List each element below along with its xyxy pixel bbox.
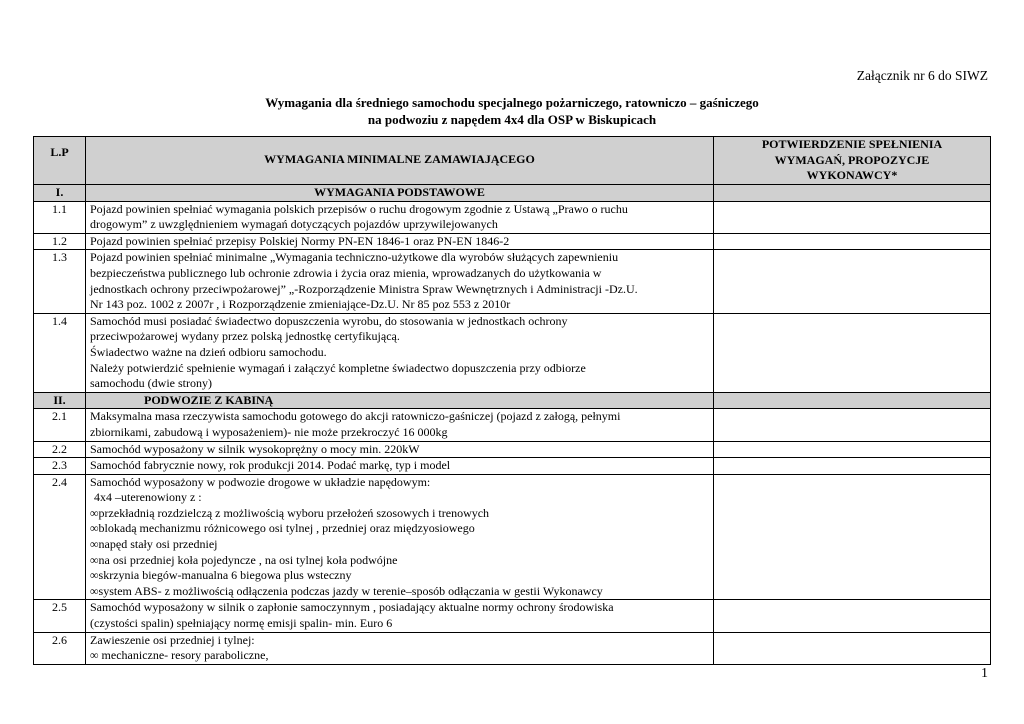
table-row xyxy=(34,441,991,458)
page-number: 1 xyxy=(981,666,988,681)
table-row xyxy=(34,313,991,392)
document-title-line1: Wymagania dla średniego samochodu specjalnego pożarniczego, ratowniczo – gaśniczego xyxy=(265,95,759,110)
table-row xyxy=(34,600,991,632)
row-number: 2.6 xyxy=(34,632,86,664)
row-requirement xyxy=(86,458,714,475)
requirement-line: Samochód wyposażony w silnik o zapłonie samoczynnym , posiadający aktualne normy ochrony środowiska xyxy=(90,600,614,615)
requirement-line: Pojazd powinien spełniać minimalne „Wymagania techniczno-użytkowe dla wyrobów służących zapewnieniu xyxy=(90,250,619,265)
row-confirmation-cell[interactable] xyxy=(714,250,991,313)
requirement-line: bezpieczeństwa publicznego lub ochronie zdrowia i życia oraz mienia, wprowadzanych do użytkowania w xyxy=(90,265,602,280)
row-number: 2.4 xyxy=(34,474,86,600)
section-row xyxy=(34,185,991,202)
row-requirement xyxy=(86,409,714,441)
row-requirement xyxy=(86,474,714,600)
requirement-line: Samochód fabrycznie nowy, rok produkcji 2014. Podać markę, typ i model xyxy=(90,458,451,473)
row-confirmation-cell[interactable] xyxy=(714,441,991,458)
requirement-line: ∞przekładnią rozdzielczą z możliwością wyboru przełożeń szosowych i trenowych xyxy=(90,505,490,520)
table-row xyxy=(34,233,991,250)
requirement-line: Samochód wyposażony w podwozie drogowe w układzie napędowym: xyxy=(90,474,431,489)
requirement-line: samochodu (dwie strony) xyxy=(90,376,212,391)
row-number: 1.3 xyxy=(34,250,86,313)
requirement-line: Świadectwo ważne na dzień odbioru samochodu. xyxy=(90,344,327,359)
section-title: PODWOZIE Z KABINĄ xyxy=(86,392,714,409)
row-confirmation-cell[interactable] xyxy=(714,409,991,441)
requirement-line: ∞skrzynia biegów-manualna 6 biegowa plus wsteczny xyxy=(90,568,352,583)
header-confirmation: POTWIERDZENIE SPEŁNIENIA WYMAGAŃ, PROPOZYCJE WYKONAWCY* xyxy=(714,137,991,185)
requirement-line: Samochód musi posiadać świadectwo dopuszczenia wyrobu, do stosowania w jednostkach ochrony xyxy=(90,313,568,328)
row-confirmation-cell[interactable] xyxy=(714,201,991,233)
requirement-line: przeciwpożarowej wydany przez polską jednostkę certyfikującą. xyxy=(90,329,400,344)
table-header-row xyxy=(34,137,991,185)
requirement-line: ∞system ABS- z możliwością odłączenia podczas jazdy w terenie–sposób odłączania w gestii Wykonawcy xyxy=(90,583,603,598)
requirement-line: jednostkach ochrony przeciwpożarowej” „-Rozporządzenie Ministra Spraw Wewnętrznych i Administracji -Dz.U. xyxy=(90,281,638,296)
row-requirement xyxy=(86,233,714,250)
document-title-line2: na podwoziu z napędem 4x4 dla OSP w Biskupicach xyxy=(367,112,657,127)
row-requirement xyxy=(86,313,714,392)
row-requirement xyxy=(86,201,714,233)
table-row xyxy=(34,250,991,313)
row-number: 2.5 xyxy=(34,600,86,632)
requirement-line: Pojazd powinien spełniać wymagania polskich przepisów o ruchu drogowym zgodnie z Ustawą „Prawo o ruchu xyxy=(90,201,628,216)
requirement-line: drogowym” z uwzględnieniem wymagań dotyczących pojazdów uprzywilejowanych xyxy=(90,217,498,232)
row-confirmation-cell[interactable] xyxy=(714,632,991,664)
requirement-line: Należy potwierdzić spełnienie wymagań i załączyć kompletne świadectwo dopuszczenia przy odbiorze xyxy=(90,360,586,375)
row-confirmation-cell[interactable] xyxy=(714,233,991,250)
header-lp: L.P xyxy=(34,137,86,185)
requirement-line: ∞napęd stały osi przedniej xyxy=(90,537,218,552)
header-requirements: WYMAGANIA MINIMALNE ZAMAWIAJĄCEGO xyxy=(86,137,714,185)
row-confirmation-cell[interactable] xyxy=(714,458,991,475)
section-number: I. xyxy=(34,185,86,202)
row-number: 1.4 xyxy=(34,313,86,392)
requirement-line: Zawieszenie osi przedniej i tylnej: xyxy=(90,632,255,647)
row-number: 2.2 xyxy=(34,441,86,458)
section-title: WYMAGANIA PODSTAWOWE xyxy=(86,185,714,202)
table-row xyxy=(34,458,991,475)
requirement-line: Samochód wyposażony w silnik wysokoprężny o mocy min. 220kW xyxy=(90,441,420,456)
requirements-table xyxy=(33,136,991,665)
row-confirmation-cell[interactable] xyxy=(714,313,991,392)
requirement-line: ∞blokadą mechanizmu różnicowego osi tylnej , przedniej oraz międzyosiowego xyxy=(90,521,475,536)
row-confirmation-cell[interactable] xyxy=(714,600,991,632)
row-requirement xyxy=(86,441,714,458)
row-number: 1.1 xyxy=(34,201,86,233)
row-requirement xyxy=(86,600,714,632)
requirement-line: 4x4 –uterenowiony z : xyxy=(94,490,202,505)
requirement-line: (czystości spalin) spełniający normę emisji spalin- min. Euro 6 xyxy=(90,616,393,631)
row-requirement xyxy=(86,250,714,313)
requirement-line: ∞na osi przedniej koła pojedyncze , na osi tylnej koła podwójne xyxy=(90,552,398,567)
row-confirmation-cell[interactable] xyxy=(714,474,991,600)
requirement-line: ∞ mechaniczne- resory paraboliczne, xyxy=(90,648,269,663)
table-row xyxy=(34,632,991,664)
requirement-line: Nr 143 poz. 1002 z 2007r , i Rozporządzenie zmieniające-Dz.U. Nr 85 poz 553 z 2010r xyxy=(90,297,511,312)
requirement-line: Pojazd powinien spełniać przepisy Polskiej Normy PN-EN 1846-1 oraz PN-EN 1846-2 xyxy=(90,233,510,248)
section-row xyxy=(34,392,991,409)
attachment-label: Załącznik nr 6 do SIWZ xyxy=(856,68,988,83)
section-number: II. xyxy=(34,392,86,409)
row-number: 1.2 xyxy=(34,233,86,250)
table-row xyxy=(34,201,991,233)
section-confirmation-cell xyxy=(714,185,991,202)
row-number: 2.1 xyxy=(34,409,86,441)
row-requirement xyxy=(86,632,714,664)
requirement-line: Maksymalna masa rzeczywista samochodu gotowego do akcji ratowniczo-gaśniczej (pojazd z załogą, pełnymi xyxy=(90,409,621,424)
table-row xyxy=(34,409,991,441)
requirement-line: zbiornikami, zabudową i wyposażeniem)- nie może przekroczyć 16 000kg xyxy=(90,424,448,439)
table-row xyxy=(34,474,991,600)
section-confirmation-cell xyxy=(714,392,991,409)
row-number: 2.3 xyxy=(34,458,86,475)
